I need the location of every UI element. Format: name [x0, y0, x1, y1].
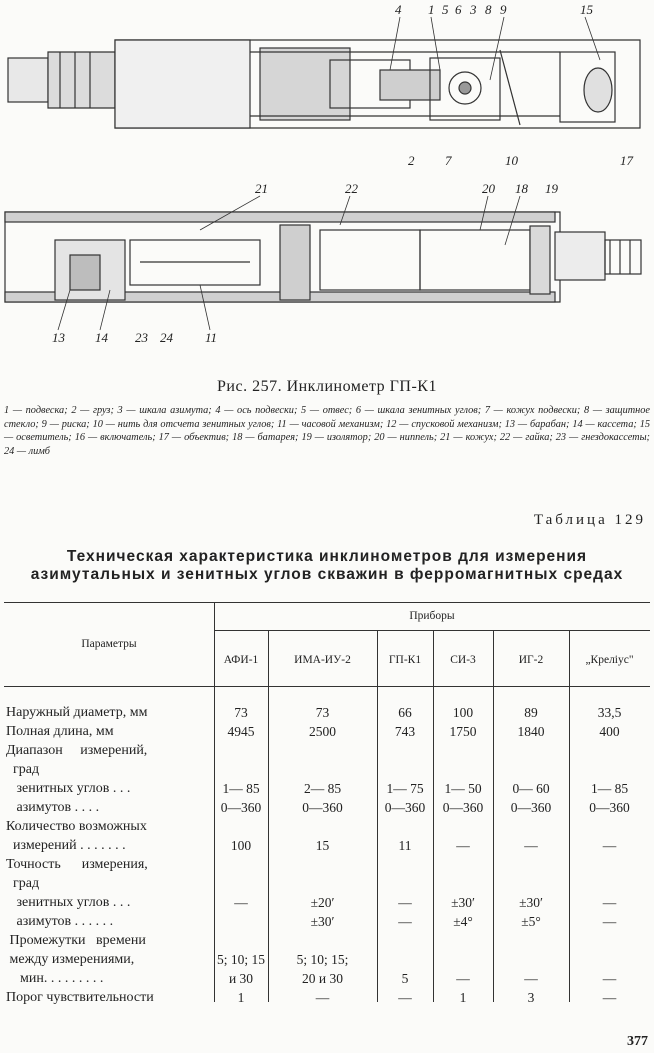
table-cell: 11	[398, 838, 412, 853]
table-cell: —	[602, 971, 617, 986]
table-cell: —	[398, 914, 412, 929]
param-line: град	[6, 876, 40, 891]
table-title-line-1: Техническая характеристика инклинометров для измерения	[66, 548, 588, 565]
col-header-0: АФИ-1	[223, 654, 259, 666]
callout-13: 13	[52, 330, 65, 345]
callout-8: 8	[485, 2, 492, 17]
table-cell: 1	[459, 990, 467, 1005]
table-cell: —	[456, 971, 470, 986]
param-line: Количество возможных	[6, 819, 147, 834]
table-cell: 3	[527, 990, 535, 1005]
table-cell: 5; 10; 15;	[296, 952, 349, 967]
table-cell: 5	[401, 971, 409, 986]
table-cell: —	[602, 990, 617, 1005]
table-cell: —	[524, 838, 538, 853]
inclinometer-drawing	[0, 0, 654, 360]
table-number: Таблица 129	[533, 512, 646, 528]
table-cell: 2— 85	[303, 781, 342, 796]
table-title	[0, 548, 654, 584]
callout-10: 10	[505, 153, 518, 168]
callout-24: 24	[160, 330, 173, 345]
table-cell: —	[234, 895, 248, 910]
table-cell: 1840	[517, 724, 545, 739]
callout-17: 17	[620, 153, 633, 168]
table-cell: 89	[524, 705, 538, 720]
param-line: измерений . . . . . . .	[6, 838, 126, 853]
table-title-line-2: азимутальных и зенитных углов скважин в ферромагнитных средах	[30, 566, 624, 583]
table-cell: 0—360	[220, 800, 262, 815]
page-number: 377	[627, 1034, 648, 1049]
table-cell: 1	[237, 990, 245, 1005]
col-sep-5	[569, 630, 570, 1002]
param-header: Параметры	[81, 638, 137, 650]
table-cell: —	[602, 838, 617, 853]
table-cell: 100	[452, 705, 474, 720]
table-cell: 73	[315, 705, 330, 720]
table-cell: ±20′	[310, 895, 335, 910]
col-header-2: ГП-К1	[388, 654, 422, 666]
table-cell: —	[315, 990, 330, 1005]
callout-9: 9	[500, 2, 507, 17]
col-sep-4	[493, 630, 494, 1002]
table-cell: ±30′	[519, 895, 543, 910]
figure-legend: 1 — подвеска; 2 — груз; 3 — шкала азимута; 4 — ось подвески; 5 — отвес; 6 — шкала зенитных углов; 7 — кожух подвески; 8 — защитное стекло; 9 — риска; 10 — нить для отсчета зенитных углов; 11 — часовой механизм; 12 — спусковой механизм; 13 — барабан; 14 — кассета; 15 — осветитель; 16 — включатель; 17 — объектив; 18 — батарея; 19 — изолятор; 20 — ниппель; 21 — кожух; 22 — гайка; 23 — гнездокассеты; 24 — лимб	[4, 405, 650, 457]
param-line: Полная длина, мм	[6, 724, 114, 739]
callout-22: 22	[345, 181, 358, 196]
table-cell: 5; 10; 15	[216, 952, 265, 967]
table-cell: —	[398, 895, 412, 910]
param-line: зенитных углов . . .	[6, 781, 131, 796]
callout-11: 11	[205, 330, 218, 345]
callout-21: 21	[255, 181, 268, 196]
table-cell: —	[524, 971, 538, 986]
table-cell: 1— 75	[386, 781, 424, 796]
table-cell: 0—360	[442, 800, 484, 815]
table-cell: —	[602, 895, 617, 910]
table-cell: 66	[398, 705, 412, 720]
param-line: Порог чувствительности	[6, 990, 154, 1005]
param-line: Диапазон измерений,	[6, 743, 148, 758]
table-cell: 0—360	[510, 800, 552, 815]
table-cell: —	[398, 990, 412, 1005]
table-cell: ±30′	[451, 895, 475, 910]
devices-rule	[214, 630, 650, 631]
callout-3: 3	[470, 2, 477, 17]
table-cell: 0— 60	[512, 781, 550, 796]
param-line: между измерениями,	[6, 952, 135, 967]
header-bottom-rule	[4, 686, 650, 687]
col-sep-1	[268, 630, 269, 1002]
table-cell: 743	[394, 724, 416, 739]
table-cell: 1750	[449, 724, 477, 739]
callout-14: 14	[95, 330, 108, 345]
col-header-4: ИГ-2	[518, 654, 544, 666]
col-header-3: СИ-3	[450, 654, 476, 666]
spec-table	[4, 602, 650, 1005]
table-cell: ±30′	[310, 914, 335, 929]
callout-6: 6	[455, 2, 462, 17]
param-line: Точность измерения,	[6, 857, 148, 872]
col-sep-3	[433, 630, 434, 1002]
param-line: азимутов . . . .	[6, 800, 100, 815]
callout-20: 20	[482, 181, 495, 196]
table-top-rule	[4, 602, 650, 603]
callout-15: 15	[580, 2, 593, 17]
param-line: мин. . . . . . . . .	[6, 971, 104, 986]
table-cell: 0—360	[302, 800, 343, 815]
param-line: Промежутки времени	[6, 933, 146, 948]
table-cell: 1— 85	[222, 781, 260, 796]
table-cell: 73	[234, 705, 248, 720]
callout-4: 4	[395, 2, 402, 17]
table-cell: 2500	[309, 724, 336, 739]
table-cell: 20 и 30	[302, 971, 343, 986]
col-header-1: ИМА-ИУ-2	[294, 654, 351, 666]
table-cell: 0—360	[589, 800, 630, 815]
table-cell: 100	[230, 838, 252, 853]
table-cell: 0—360	[384, 800, 426, 815]
param-line: Наружный диаметр, мм	[6, 705, 148, 720]
callout-19: 19	[545, 181, 558, 196]
table-cell: ±5°	[521, 914, 541, 929]
table-cell: 400	[599, 724, 620, 739]
table-cell: 4945	[227, 724, 255, 739]
table-cell: 1— 85	[590, 781, 629, 796]
table-cell: и 30	[228, 971, 254, 986]
table-cell: 33,5	[597, 705, 622, 720]
callout-18: 18	[515, 181, 528, 196]
table-cell: 1— 50	[444, 781, 482, 796]
table-cell: 15	[315, 838, 330, 853]
col-header-5: „Креліус"	[585, 654, 634, 666]
callout-1: 1	[428, 2, 435, 17]
devices-header: Приборы	[409, 610, 455, 622]
col-sep-2	[377, 630, 378, 1002]
callout-2: 2	[408, 153, 415, 168]
figure-caption: Рис. 257. Инклинометр ГП-К1	[217, 378, 437, 395]
callout-23: 23	[135, 330, 148, 345]
param-line: азимутов . . . . . .	[6, 914, 114, 929]
table-cell: ±4°	[453, 914, 473, 929]
callout-5: 5	[442, 2, 449, 17]
param-line: зенитных углов . . .	[6, 895, 131, 910]
table-cell: —	[456, 838, 470, 853]
param-line: град	[6, 762, 40, 777]
callout-7: 7	[445, 153, 452, 168]
table-cell: —	[602, 914, 617, 929]
